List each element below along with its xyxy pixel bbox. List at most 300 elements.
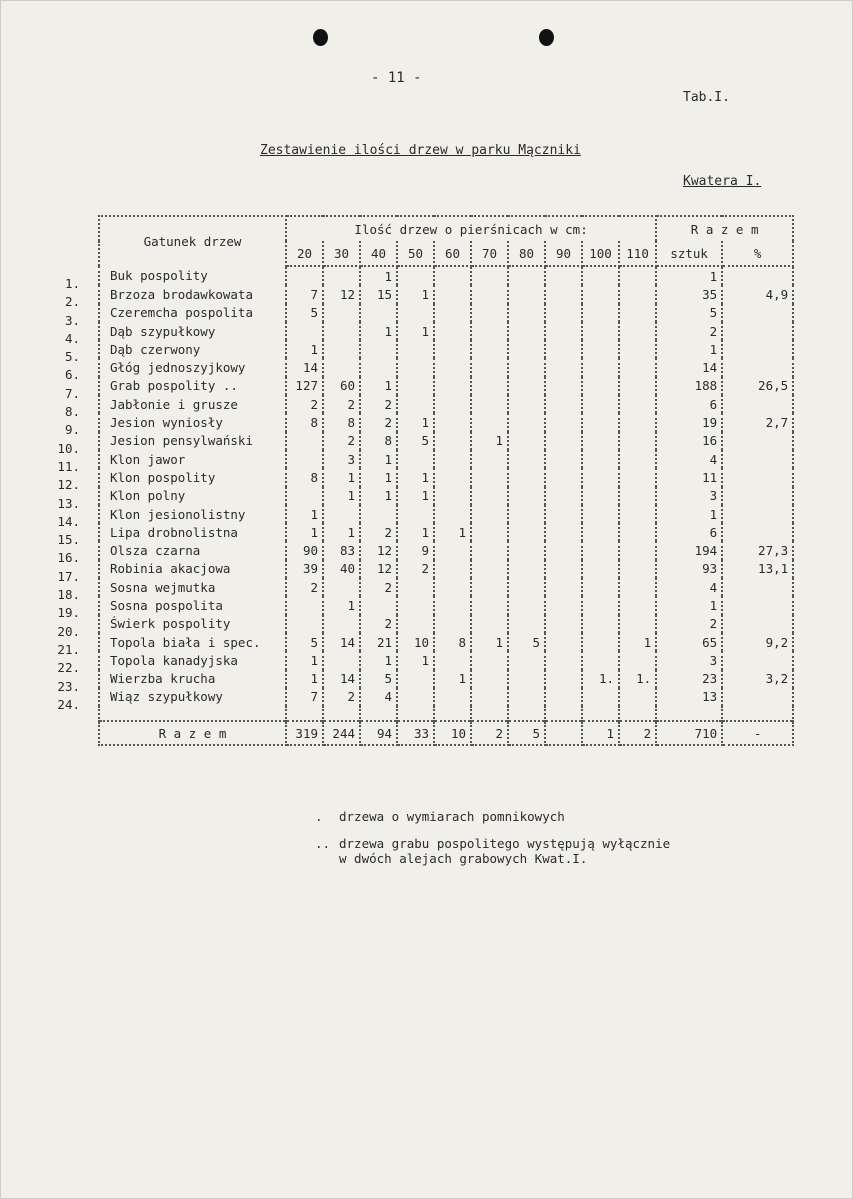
- count-cell: [619, 450, 656, 468]
- count-cell: [286, 432, 323, 450]
- count-cell: [545, 560, 582, 578]
- row-number: 7.: [64, 385, 80, 401]
- total-count-cell: 4: [656, 450, 722, 468]
- count-cell: [545, 468, 582, 486]
- count-cell: [508, 468, 545, 486]
- count-cell: 2: [360, 578, 397, 596]
- table-row: [99, 651, 793, 669]
- count-cell: 1: [360, 266, 397, 285]
- count-cell: [619, 578, 656, 596]
- species-name: Klon polny: [99, 487, 286, 505]
- total-count-cell: 23: [656, 670, 722, 688]
- count-cell: [434, 578, 471, 596]
- count-cell: 83: [323, 541, 360, 559]
- count-cell: [471, 468, 508, 486]
- count-cell: [286, 322, 323, 340]
- count-cell: 1: [360, 322, 397, 340]
- count-cell: [360, 358, 397, 376]
- count-cell: [619, 596, 656, 614]
- count-cell: 1: [286, 340, 323, 358]
- species-name: Wiąz szypułkowy: [99, 688, 286, 706]
- count-cell: [545, 578, 582, 596]
- species-name: Olsza czarna: [99, 541, 286, 559]
- count-cell: [582, 505, 619, 523]
- count-cell: [582, 432, 619, 450]
- table-row: [99, 304, 793, 322]
- count-cell: 1: [286, 505, 323, 523]
- table-reference: Tab.I.: [683, 90, 730, 105]
- row-number: 20.: [57, 623, 80, 639]
- count-cell: [619, 413, 656, 431]
- count-cell: 40: [323, 560, 360, 578]
- count-cell: [582, 322, 619, 340]
- count-cell: 8: [360, 432, 397, 450]
- row-number: 2.: [64, 294, 80, 310]
- table-row: [99, 450, 793, 468]
- count-cell: 1: [397, 523, 434, 541]
- count-cell: [323, 340, 360, 358]
- count-cell: [619, 688, 656, 706]
- sum-cell: 2: [619, 721, 656, 745]
- diameter-group-header: Ilość drzew o pierśnicach w cm:: [286, 216, 656, 241]
- sum-cell: 319: [286, 721, 323, 745]
- count-cell: [397, 395, 434, 413]
- species-name: Głóg jednoszyjkowy: [99, 358, 286, 376]
- count-cell: 5: [286, 304, 323, 322]
- sum-cell: 1: [582, 721, 619, 745]
- percent-cell: [722, 523, 793, 541]
- count-cell: 1: [323, 523, 360, 541]
- count-cell: 1.: [619, 670, 656, 688]
- count-cell: 1.: [582, 670, 619, 688]
- percent-cell: [722, 615, 793, 633]
- count-cell: [397, 304, 434, 322]
- count-cell: [508, 688, 545, 706]
- table-row: [99, 468, 793, 486]
- count-cell: [434, 377, 471, 395]
- count-cell: 2: [323, 395, 360, 413]
- species-name: Robinia akacjowa: [99, 560, 286, 578]
- diameter-header-30: 30: [323, 241, 360, 266]
- count-cell: [545, 266, 582, 285]
- count-cell: [471, 615, 508, 633]
- count-cell: [619, 266, 656, 285]
- species-name: Topola biała i spec.: [99, 633, 286, 651]
- total-count-cell: 3: [656, 651, 722, 669]
- total-count-cell: 1: [656, 505, 722, 523]
- count-cell: 1: [360, 651, 397, 669]
- count-cell: [434, 688, 471, 706]
- sum-row: [99, 721, 793, 745]
- diameter-header-40: 40: [360, 241, 397, 266]
- count-cell: [434, 432, 471, 450]
- count-cell: [582, 560, 619, 578]
- species-name: Dąb szypułkowy: [99, 322, 286, 340]
- count-cell: 1: [286, 523, 323, 541]
- count-cell: 1: [323, 468, 360, 486]
- count-cell: 2: [286, 395, 323, 413]
- count-cell: 2: [323, 432, 360, 450]
- percent-cell: 3,2: [722, 670, 793, 688]
- count-cell: [508, 523, 545, 541]
- count-cell: [471, 413, 508, 431]
- count-cell: [323, 322, 360, 340]
- row-number-column: [40, 275, 80, 714]
- count-cell: 8: [323, 413, 360, 431]
- count-cell: [545, 377, 582, 395]
- diameter-header-80: 80: [508, 241, 545, 266]
- row-number: 8.: [64, 404, 80, 420]
- count-cell: 8: [434, 633, 471, 651]
- species-name: Świerk pospolity: [99, 615, 286, 633]
- count-cell: [545, 450, 582, 468]
- count-cell: 21: [360, 633, 397, 651]
- row-number: 3.: [64, 312, 80, 328]
- count-cell: [582, 413, 619, 431]
- count-cell: 2: [397, 560, 434, 578]
- diameter-header-110: 110: [619, 241, 656, 266]
- row-number: 1.: [64, 276, 80, 291]
- count-cell: [545, 487, 582, 505]
- count-cell: 2: [360, 395, 397, 413]
- count-cell: 5: [397, 432, 434, 450]
- species-name: Dąb czerwony: [99, 340, 286, 358]
- count-cell: [545, 651, 582, 669]
- row-number: 16.: [57, 550, 80, 566]
- count-cell: 60: [323, 377, 360, 395]
- count-cell: [508, 560, 545, 578]
- count-cell: [545, 285, 582, 303]
- count-cell: [582, 523, 619, 541]
- row-number: 17.: [57, 568, 80, 584]
- percent-cell: [722, 578, 793, 596]
- count-cell: 1: [397, 413, 434, 431]
- count-cell: [397, 377, 434, 395]
- species-name: Jesion wyniosły: [99, 413, 286, 431]
- count-cell: 1: [286, 651, 323, 669]
- sum-cell: 94: [360, 721, 397, 745]
- table-row: [99, 615, 793, 633]
- row-number: 6.: [64, 367, 80, 383]
- count-cell: [471, 266, 508, 285]
- row-number: 22.: [57, 660, 80, 676]
- table-row: [99, 670, 793, 688]
- species-name: Klon jesionolistny: [99, 505, 286, 523]
- table-row: [99, 340, 793, 358]
- count-cell: [582, 615, 619, 633]
- count-cell: [286, 266, 323, 285]
- count-cell: [471, 505, 508, 523]
- count-cell: [286, 596, 323, 614]
- table-row: [99, 596, 793, 614]
- count-cell: [619, 432, 656, 450]
- percent-cell: [722, 450, 793, 468]
- percent-cell: [722, 651, 793, 669]
- row-number: 9.: [64, 422, 80, 438]
- count-cell: [397, 450, 434, 468]
- total-count-cell: 2: [656, 615, 722, 633]
- total-count-cell: 2: [656, 322, 722, 340]
- total-count-cell: 14: [656, 358, 722, 376]
- table-row: [99, 523, 793, 541]
- footnote-mark: .: [315, 809, 323, 824]
- count-cell: [471, 304, 508, 322]
- percent-cell: [722, 468, 793, 486]
- percent-cell: [722, 432, 793, 450]
- footnote-mark: ..: [315, 836, 331, 851]
- count-cell: [397, 340, 434, 358]
- count-cell: [286, 615, 323, 633]
- species-name: Grab pospolity ..: [99, 377, 286, 395]
- count-cell: [619, 468, 656, 486]
- count-cell: [323, 505, 360, 523]
- count-cell: 14: [323, 670, 360, 688]
- count-cell: 1: [397, 322, 434, 340]
- count-cell: 5: [508, 633, 545, 651]
- count-cell: [582, 395, 619, 413]
- count-cell: 39: [286, 560, 323, 578]
- count-cell: [582, 633, 619, 651]
- count-cell: [508, 651, 545, 669]
- count-cell: 1: [323, 487, 360, 505]
- count-cell: 2: [360, 413, 397, 431]
- total-count-cell: 194: [656, 541, 722, 559]
- count-cell: [360, 505, 397, 523]
- section-label: Kwatera I.: [683, 174, 762, 189]
- table-row: [99, 413, 793, 431]
- count-cell: [434, 322, 471, 340]
- count-cell: [508, 615, 545, 633]
- count-cell: [545, 505, 582, 523]
- species-name: Brzoza brodawkowata: [99, 285, 286, 303]
- table-row: [99, 633, 793, 651]
- count-cell: [619, 395, 656, 413]
- percent-cell: [722, 688, 793, 706]
- table-row: [99, 578, 793, 596]
- count-cell: [471, 322, 508, 340]
- total-count-cell: 3: [656, 487, 722, 505]
- count-cell: 1: [360, 468, 397, 486]
- count-cell: [471, 450, 508, 468]
- count-cell: [471, 395, 508, 413]
- count-cell: [582, 651, 619, 669]
- count-cell: 3: [323, 450, 360, 468]
- count-cell: [582, 487, 619, 505]
- count-cell: [471, 560, 508, 578]
- count-cell: [434, 487, 471, 505]
- count-cell: [471, 340, 508, 358]
- sum-cell: 10: [434, 721, 471, 745]
- count-cell: [619, 487, 656, 505]
- row-number: 4.: [64, 330, 80, 346]
- count-cell: [434, 395, 471, 413]
- count-cell: 1: [323, 596, 360, 614]
- count-cell: [434, 266, 471, 285]
- count-cell: [434, 541, 471, 559]
- percent-cell: 26,5: [722, 377, 793, 395]
- total-count-cell: 11: [656, 468, 722, 486]
- count-cell: 5: [286, 633, 323, 651]
- count-cell: 12: [323, 285, 360, 303]
- count-cell: 1: [360, 487, 397, 505]
- table-row: [99, 505, 793, 523]
- count-cell: [286, 450, 323, 468]
- count-cell: [397, 505, 434, 523]
- count-cell: [434, 285, 471, 303]
- count-cell: [619, 304, 656, 322]
- percent-cell: 13,1: [722, 560, 793, 578]
- count-cell: 1: [434, 670, 471, 688]
- count-cell: [323, 304, 360, 322]
- count-cell: 2: [360, 523, 397, 541]
- table-row: [99, 688, 793, 706]
- count-cell: [545, 523, 582, 541]
- table-row: [99, 541, 793, 559]
- table-row: [99, 432, 793, 450]
- total-count-cell: 1: [656, 340, 722, 358]
- total-count-cell: 5: [656, 304, 722, 322]
- footnote-1: [315, 809, 565, 824]
- count-cell: [471, 670, 508, 688]
- count-cell: [582, 358, 619, 376]
- count-cell: [471, 596, 508, 614]
- count-cell: 2: [323, 688, 360, 706]
- count-cell: [545, 358, 582, 376]
- count-cell: 12: [360, 541, 397, 559]
- count-cell: [545, 432, 582, 450]
- count-cell: [619, 340, 656, 358]
- species-name: Sosna wejmutka: [99, 578, 286, 596]
- count-cell: [508, 395, 545, 413]
- count-cell: 1: [434, 523, 471, 541]
- count-cell: [434, 615, 471, 633]
- count-cell: [619, 285, 656, 303]
- count-cell: [582, 468, 619, 486]
- count-cell: [582, 541, 619, 559]
- count-cell: 1: [397, 285, 434, 303]
- count-cell: [286, 487, 323, 505]
- count-cell: [471, 578, 508, 596]
- table-row: [99, 322, 793, 340]
- count-cell: [508, 413, 545, 431]
- footnote-2: [315, 836, 670, 866]
- count-cell: [360, 304, 397, 322]
- count-cell: [397, 596, 434, 614]
- count-cell: [545, 395, 582, 413]
- total-count-cell: 16: [656, 432, 722, 450]
- diameter-header-20: 20: [286, 241, 323, 266]
- count-cell: [582, 578, 619, 596]
- count-cell: [323, 615, 360, 633]
- count-cell: [508, 358, 545, 376]
- table-row: [99, 487, 793, 505]
- percent-cell: 4,9: [722, 285, 793, 303]
- count-cell: 8: [286, 413, 323, 431]
- count-cell: [323, 266, 360, 285]
- count-cell: [619, 523, 656, 541]
- count-cell: [434, 340, 471, 358]
- count-cell: 127: [286, 377, 323, 395]
- count-cell: [582, 285, 619, 303]
- total-count-cell: 13: [656, 688, 722, 706]
- count-cell: [619, 505, 656, 523]
- row-number: 10.: [57, 440, 80, 456]
- count-cell: [545, 413, 582, 431]
- count-cell: 90: [286, 541, 323, 559]
- count-cell: [619, 358, 656, 376]
- count-cell: 4: [360, 688, 397, 706]
- count-cell: [508, 487, 545, 505]
- percent-cell: [722, 505, 793, 523]
- percent-cell: 2,7: [722, 413, 793, 431]
- count-cell: [434, 304, 471, 322]
- count-cell: [508, 541, 545, 559]
- total-count-cell: 65: [656, 633, 722, 651]
- species-name: Sosna pospolita: [99, 596, 286, 614]
- count-cell: [508, 340, 545, 358]
- count-cell: [545, 304, 582, 322]
- percent-cell: [722, 266, 793, 285]
- count-header: sztuk: [656, 241, 722, 266]
- percent-cell: [722, 340, 793, 358]
- table-row: [99, 395, 793, 413]
- species-header: Gatunek drzew: [99, 216, 286, 266]
- page-number: - 11 -: [371, 70, 422, 86]
- species-name: Klon jawor: [99, 450, 286, 468]
- total-count-cell: 93: [656, 560, 722, 578]
- count-cell: [508, 505, 545, 523]
- row-number: 15.: [57, 532, 80, 548]
- row-number: 21.: [57, 641, 80, 657]
- count-cell: [545, 322, 582, 340]
- count-cell: [545, 615, 582, 633]
- count-cell: 1: [397, 468, 434, 486]
- count-cell: [508, 432, 545, 450]
- count-cell: [619, 615, 656, 633]
- count-cell: 14: [286, 358, 323, 376]
- count-cell: [582, 304, 619, 322]
- row-number: 11.: [57, 458, 80, 474]
- total-count-cell: 1: [656, 266, 722, 285]
- count-cell: [397, 670, 434, 688]
- species-name: Lipa drobnolistna: [99, 523, 286, 541]
- row-number: 13.: [57, 495, 80, 511]
- count-cell: [323, 358, 360, 376]
- count-cell: 2: [286, 578, 323, 596]
- count-cell: 1: [619, 633, 656, 651]
- count-cell: [545, 670, 582, 688]
- sum-cell: 244: [323, 721, 360, 745]
- percent-cell: 27,3: [722, 541, 793, 559]
- count-cell: 14: [323, 633, 360, 651]
- count-cell: [619, 377, 656, 395]
- count-cell: [434, 468, 471, 486]
- count-cell: [619, 322, 656, 340]
- punch-hole-left: [313, 29, 328, 46]
- count-cell: [471, 651, 508, 669]
- count-cell: [323, 578, 360, 596]
- count-cell: [434, 358, 471, 376]
- species-name: Klon pospolity: [99, 468, 286, 486]
- total-count-cell: 19: [656, 413, 722, 431]
- diameter-header-100: 100: [582, 241, 619, 266]
- count-cell: 1: [471, 432, 508, 450]
- count-cell: 1: [286, 670, 323, 688]
- diameter-header-60: 60: [434, 241, 471, 266]
- document-title: Zestawienie ilości drzew w parku Mączniki: [260, 143, 581, 158]
- count-cell: [508, 377, 545, 395]
- row-number: 12.: [57, 477, 80, 493]
